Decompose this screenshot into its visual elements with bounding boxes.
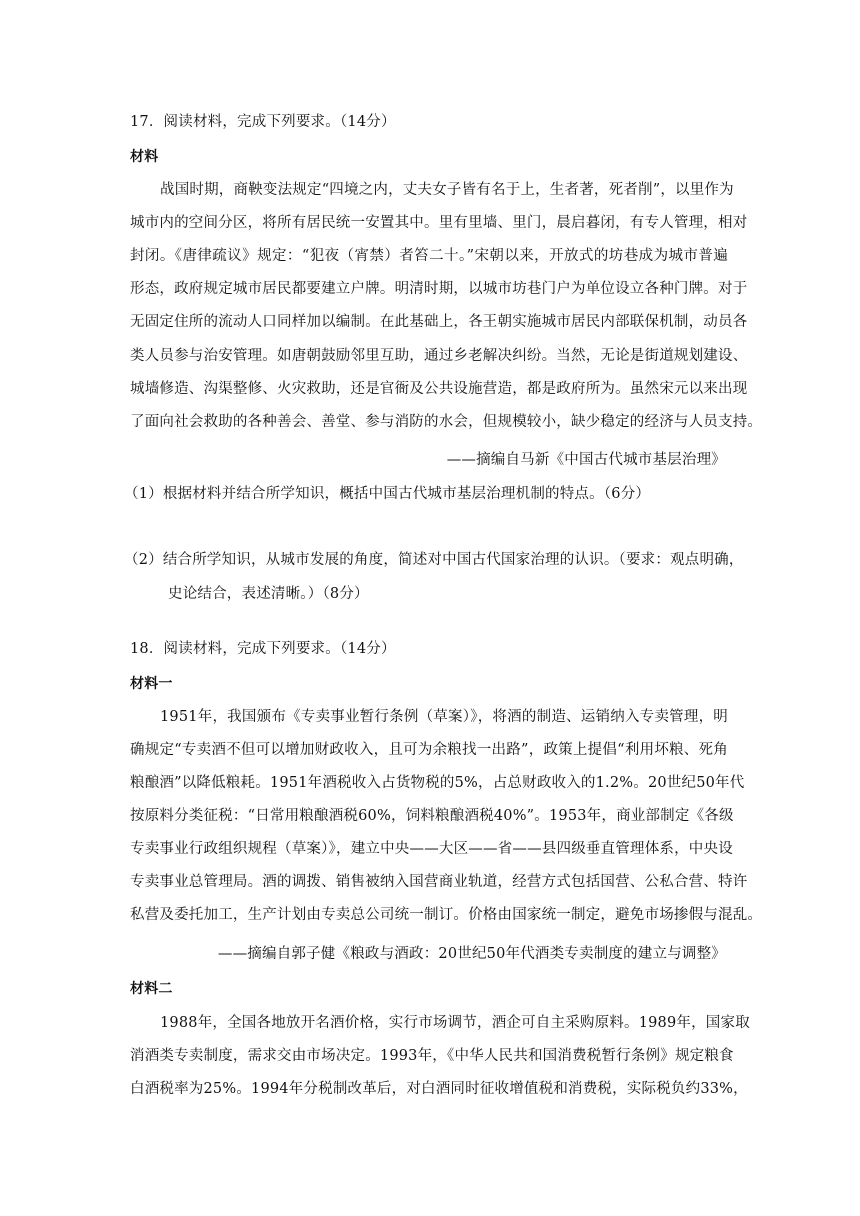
q17-subquestion-2: （2）结合所学知识，从城市发展的角度，简述对中国古代国家治理的认识。（要求：观点明确， xyxy=(124,552,744,568)
q17-paragraph-line: 无固定住所的流动人口同样加以编制。在此基础上，各王朝实施城市居民内部联保机制，动员各 xyxy=(130,314,748,330)
q17-title: 17．阅读材料，完成下列要求。（14分） xyxy=(130,114,396,130)
q18-material2-label: 材料二 xyxy=(130,981,173,997)
q18-material1-label: 材料一 xyxy=(130,676,173,692)
q18-title: 18．阅读材料，完成下列要求。（14分） xyxy=(130,641,396,657)
q17-paragraph-line: 形态，政府规定城市居民都要建立户牌。明清时期，以城市坊巷门户为单位设立各种门牌。对于 xyxy=(130,281,748,297)
q17-subquestion-1: （1）根据材料并结合所学知识，概括中国古代城市基层治理机制的特点。（6分） xyxy=(124,486,651,502)
q18-paragraph1-line: 1951年，我国颁布《专卖事业暂行条例（草案）》，将酒的制造、运销纳入专卖管理，明 xyxy=(160,709,728,725)
q18-paragraph2-line: 消酒类专卖制度，需求交由市场决定。1993年，《中华人民共和国消费税暂行条例》规定粮食 xyxy=(130,1048,734,1064)
q18-paragraph2-line: 白酒税率为25%。1994年分税制改革后，对白酒同时征收增值税和消费税，实际税负约33%， xyxy=(130,1081,748,1097)
q18-paragraph2-line: 1988年，全国各地放开名酒价格，实行市场调节，酒企可自主采购原料。1989年，国家取 xyxy=(160,1015,750,1031)
q18-source1: ——摘编自郭子健《粮政与酒政：20世纪50年代酒类专卖制度的建立与调整》 xyxy=(217,946,726,962)
q18-paragraph1-line: 私营及委托加工，生产计划由专卖总公司统一制订。价格由国家统一制定，避免市场掺假与混乱。 xyxy=(130,907,763,923)
q18-paragraph1-line: 按原料分类征税：“日常用粮酿酒税60%，饲料粮酿酒税40%”。1953年，商业部制定《各级 xyxy=(130,808,734,824)
q17-paragraph-line: 类人员参与治安管理。如唐朝鼓励邻里互助，通过乡老解决纠纷。当然，无论是街道规划建设、 xyxy=(130,348,748,364)
q17-paragraph-line: 城市内的空间分区，将所有居民统一安置其中。里有里墙、里门，晨启暮闭，有专人管理，相对 xyxy=(130,215,748,231)
q17-paragraph-line: 了面向社会救助的各种善会、善堂、参与消防的水会，但规模较小，缺少稳定的经济与人员支持。 xyxy=(130,414,763,430)
q18-paragraph1-line: 专卖事业总管理局。酒的调拨、销售被纳入国营商业轨道，经营方式包括国营、公私合营、特许 xyxy=(130,874,748,890)
q17-subquestion-2-continued: 史论结合，表述清晰。）（8分） xyxy=(168,586,369,602)
q17-paragraph-line: 城墙修造、沟渠整修、火灾救助，还是官衙及公共设施营造，都是政府所为。虽然宋元以来出现 xyxy=(130,381,748,397)
q17-source: ——摘编自马新《中国古代城市基层治理》 xyxy=(446,452,726,468)
q17-paragraph-line: 封闭。《唐律疏议》规定：“犯夜（宵禁）者笞二十。”宋朝以来，开放式的坊巷成为城市普遍 xyxy=(130,248,728,264)
q18-paragraph1-line: 专卖事业行政组织规程（草案）》，建立中央——大区——省——县四级垂直管理体系，中央设 xyxy=(130,841,733,857)
q18-paragraph1-line: 粮酿酒”以降低粮耗。1951年酒税收入占货物税的5%，占总财政收入的1.2%。20世纪50年代 xyxy=(130,775,745,791)
q17-material-label: 材料 xyxy=(130,149,159,165)
q18-paragraph1-line: 确规定“专卖酒不但可以增加财政收入，且可为余粮找一出路”，政策上提倡“利用坏粮、死角 xyxy=(130,742,728,758)
q17-paragraph-line: 战国时期，商鞅变法规定“四境之内，丈夫女子皆有名于上，生者著，死者削”，以里作为 xyxy=(160,182,734,198)
